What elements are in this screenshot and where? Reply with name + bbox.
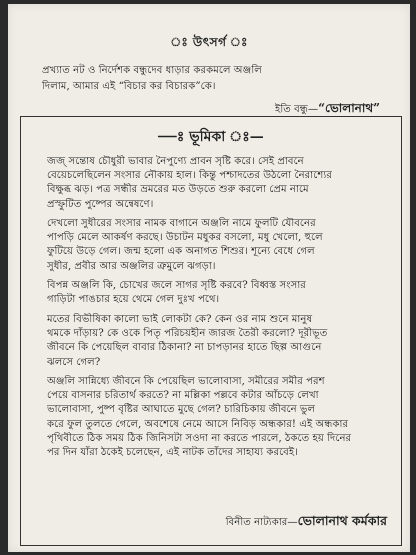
preface-paragraph-4 xyxy=(47,313,387,370)
author-name: ভোলানাথ কর্মকার xyxy=(297,513,387,528)
preface-paragraph-2 xyxy=(47,217,387,274)
book-page xyxy=(8,4,410,552)
preface-signature xyxy=(226,513,387,533)
text-line: দেখলো সুধীরের সংসার নামক বাগানে অঞ্জলি নামে ফুলটি যৌবনের xyxy=(47,218,316,229)
text-line: পাপড়ি মেলে আকর্ষণ করছে। উচাটন মধুকর বসলো, মধু খেলো, হুলে xyxy=(47,232,323,244)
preface-sign-prefix: বিনীত নাট্যকার— xyxy=(225,517,298,528)
text-line: ঝলসে গেল? xyxy=(47,356,101,368)
text-line: ফুটিয়ে উড়ে গেল। জন্ম হলো এক অনাগত শিশুর। শূন্যে বেধে গেল xyxy=(47,246,315,258)
text-line: সুধীর, প্রবীর আর অঞ্জলির ত্রুমুলে ঝগড়া। xyxy=(47,260,216,272)
text-line: পর দিন যাঁরা ঠকেই চলেছেন, এই নাটক তাঁদের সাহায্য করবেই। xyxy=(47,447,298,459)
text-line: ভালোবাসা, পুষ্প বৃষ্টির আঘাতে মুছে গেল? চারিচিকায় জীবনে ভুল xyxy=(47,404,316,416)
text-line: থমকে দাঁড়ায়? কে ওকে পিতৃ পরিচয়হীন জারজ তৈরী করলো? দূরীভূত xyxy=(47,328,328,340)
dedication-sign-prefix: ইতি বন্ধু— xyxy=(275,104,319,115)
text-line: অঞ্জলি সান্নিধ্যে জীবনে কি পেয়েছিল ভালোবাসা, সমীরের সমীর পরশ xyxy=(47,376,325,387)
text-line: করে ফুল তুলতে গেলে, অবশেষে নেমে আসে নিবিড় অন্ধকার! এই অন্ধকার xyxy=(47,418,349,430)
preface-paragraph-1 xyxy=(47,155,387,212)
text-line: মতের বিভীষিকা কালো ভাই লোকটা কে? কেন ওর নাম শুনে মানুষ xyxy=(47,314,313,325)
text-line: গাড়িটা পাঙচার হয়ে থেমে গেল দুঃখ পথে। xyxy=(47,294,220,306)
dedication-line-1: প্রখ্যাত নট ও নির্দেশক বন্ধুদেব ধাড়ার করকমলে অঞ্জলি xyxy=(42,65,262,76)
text-line: বিক্ষুব্ধ ঝড়। পত্র সন্ধীর ভ্রমরের মত উড়তে শুরু করলো প্রেম নামে xyxy=(47,184,309,196)
preface-paragraph-3 xyxy=(47,279,387,307)
text-line: প্রস্ফুটিত পুষ্পের অন্বেষণে। xyxy=(47,198,154,210)
text-line: পৃথিবীতে ঠিক সময় ঠিক জিনিসটা সওদা না করতে পারলে, ঠকতে হয় দিনের xyxy=(47,432,352,444)
preface-paragraph-5 xyxy=(47,375,387,460)
preface-title: —ঃ ভূমিকা ঃ— xyxy=(158,129,264,145)
preface-box xyxy=(20,116,402,546)
text-line: জীবনে কি পেয়েছিল বাবার ঠিকানা? না চাপড়ানর হাতে ছিল্প আগুনে xyxy=(47,342,322,354)
dedication-title: ঃ উৎসর্গ ঃ xyxy=(170,35,248,49)
text-line: বিপন্ন অঞ্জলি কি, চোখের জলে সাগর সৃষ্টি করবে? বিধ্বস্ত সংসার xyxy=(47,280,306,291)
dedication-sign-name: “ভোলানাথ” xyxy=(318,101,380,115)
text-line: জজ্ সন্তোষ চৌধুরী ভাবার নৈপুণ্যে প্রাবন সৃষ্টি করে। সেই প্রাবনে xyxy=(47,156,304,167)
text-line: বেয়েচলেছিলেন সংসার নৌকায় হাল। কিন্তু পশ্চাদতের উঠলো নৈরাশ্যের xyxy=(47,170,332,182)
text-line: পেয়ে বাসনার চরিতার্থ করতে? না মল্লিকা পল্লবে কটার আঁচড়ে লেখা xyxy=(47,390,319,402)
dedication-line-2: দিলাম, আমার এই “বিচার কর বিচারক”কে। xyxy=(42,81,216,92)
